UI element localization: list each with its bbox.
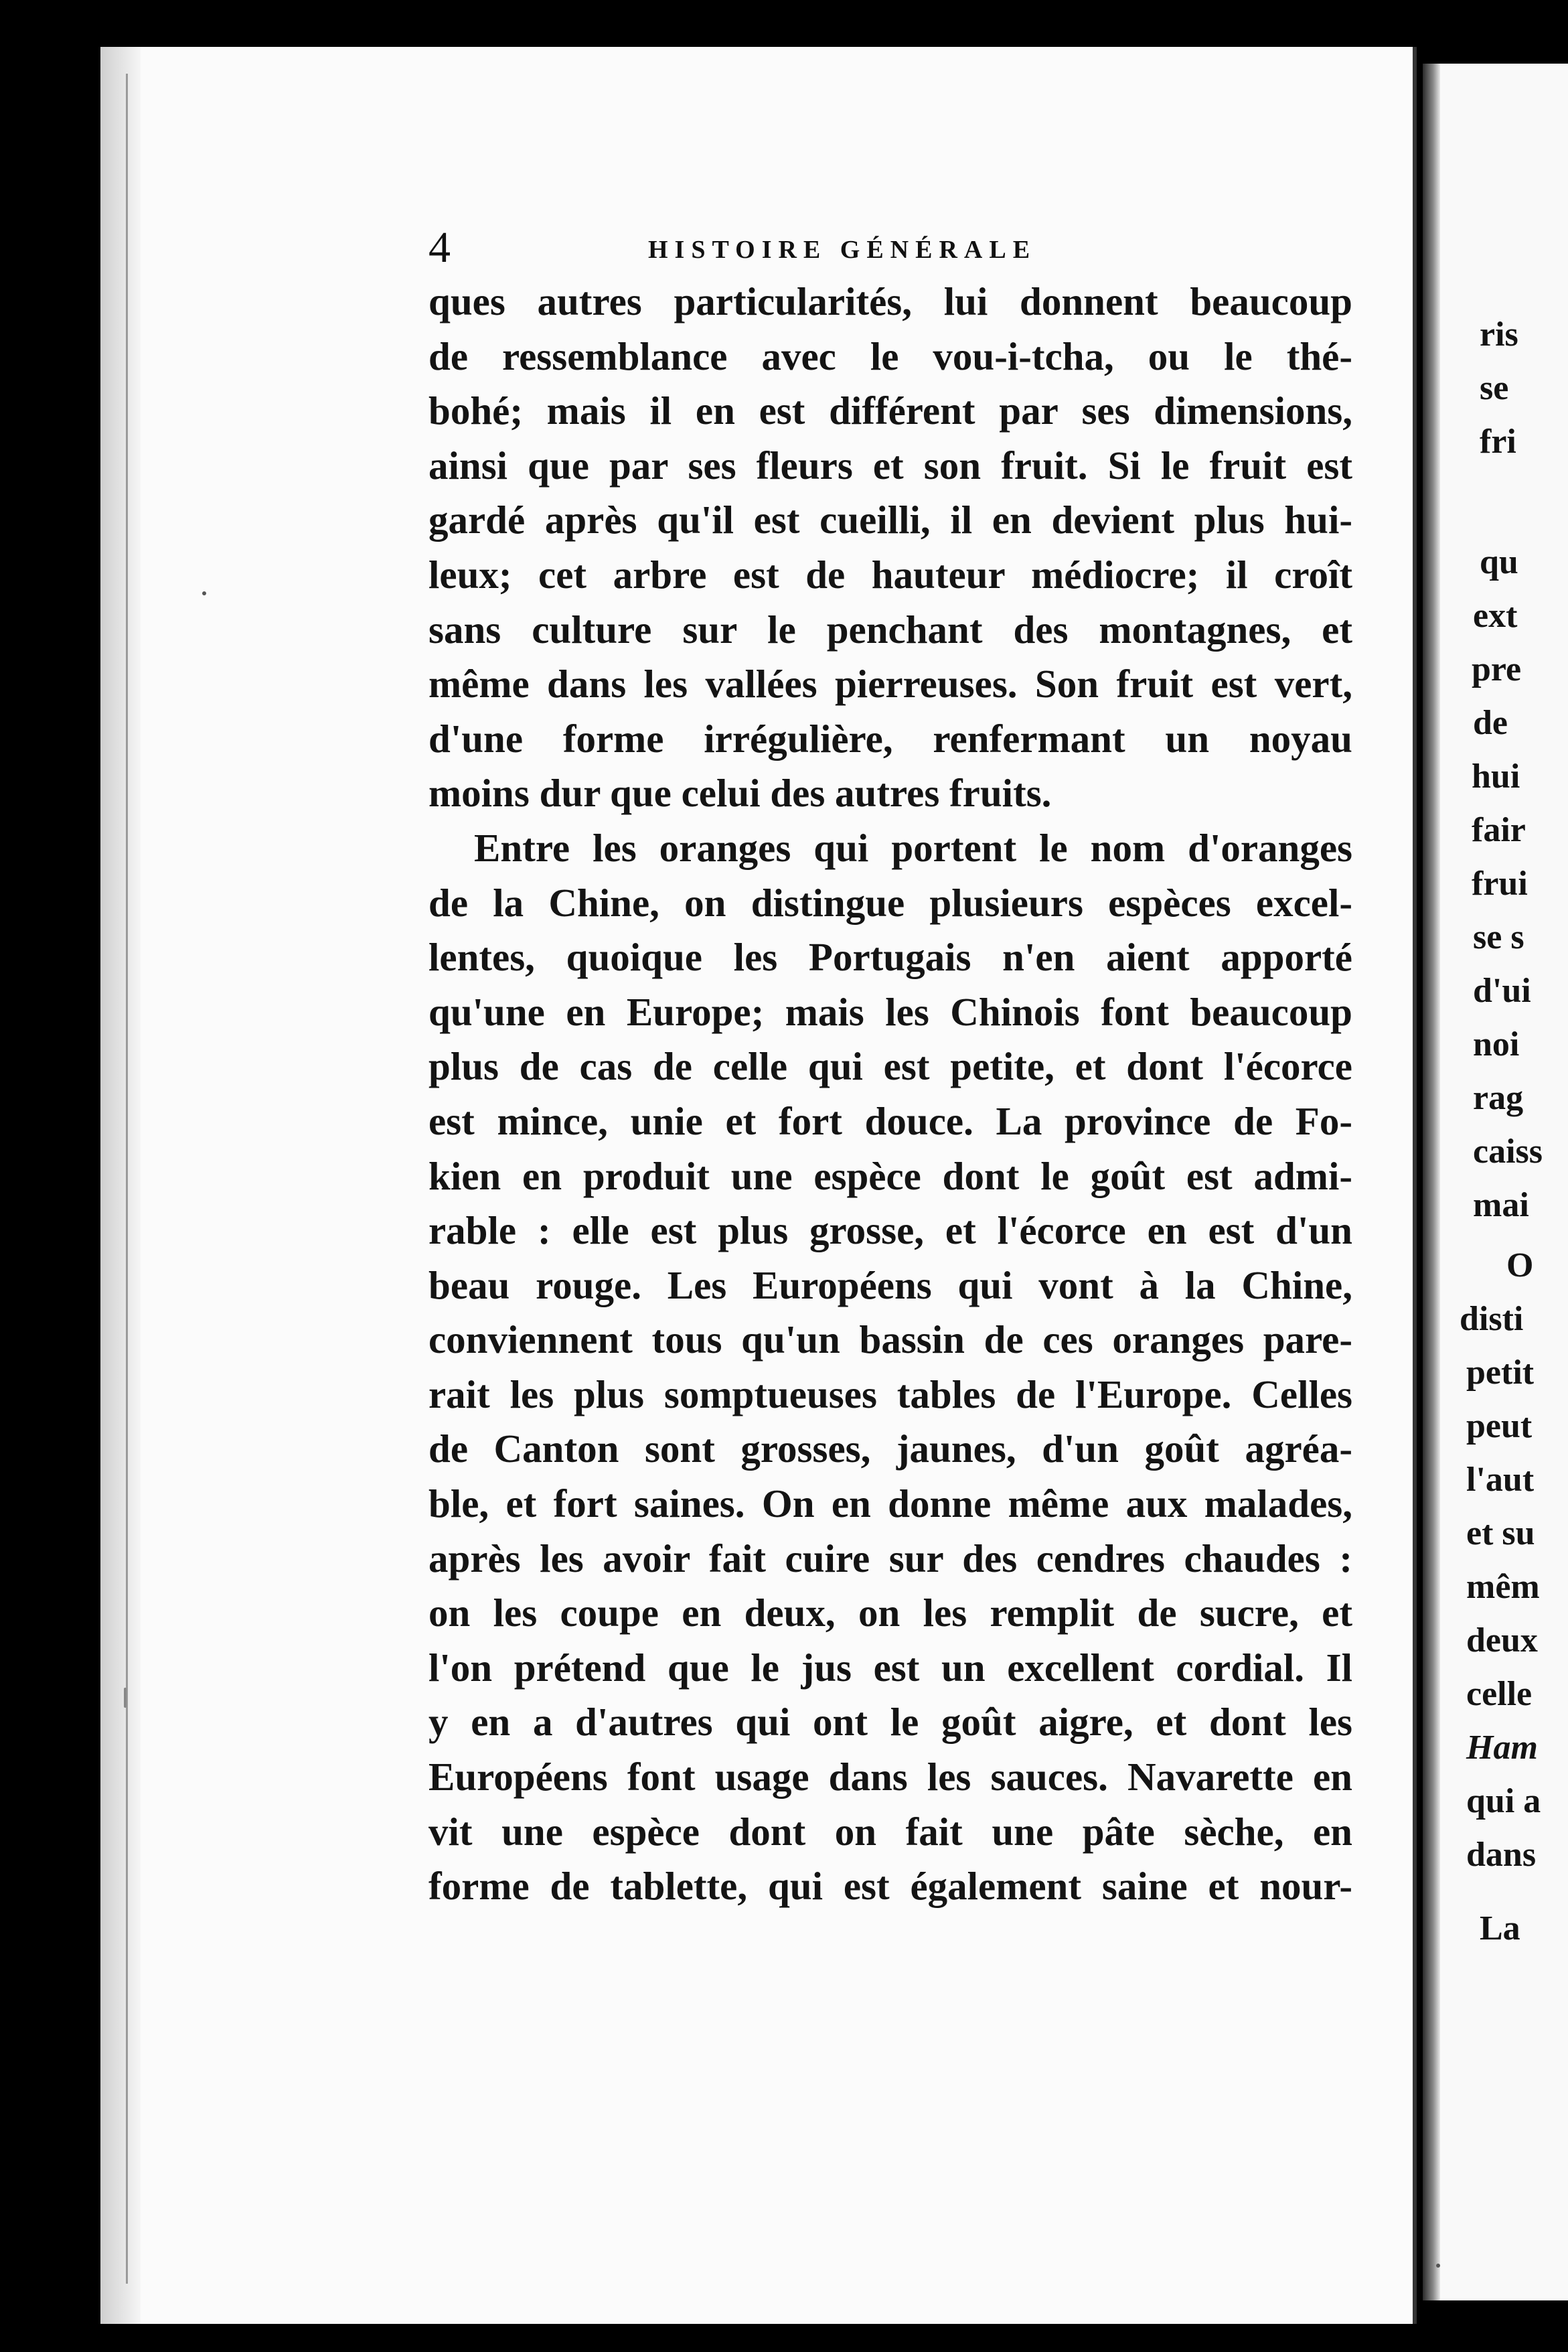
facing-text-fragment: se	[1480, 369, 1509, 407]
text-line: ble, et fort saines. On en donne même aux malades,	[428, 1481, 1352, 1526]
text-line: moins dur que celui des autres fruits.	[428, 771, 1052, 816]
facing-text-fragment: d'ui	[1473, 972, 1531, 1010]
text-line: après les avoir fait cuire sur des cendres chaudes :	[428, 1536, 1352, 1581]
facing-text-fragment: rag	[1473, 1079, 1524, 1117]
text-line: on les coupe en deux, on les remplit de sucre, et	[428, 1591, 1352, 1635]
facing-text-fragment: ext	[1473, 597, 1518, 635]
binding-shadow	[100, 47, 141, 2324]
facing-text-fragment: peut	[1466, 1407, 1533, 1445]
facing-text-fragment: qui a	[1466, 1782, 1541, 1820]
facing-text-fragment: fair	[1472, 811, 1526, 849]
text-line: Entre les oranges qui portent le nom d'oranges	[474, 825, 1352, 870]
scan-speck	[202, 591, 206, 595]
text-line: bohé; mais il en est différent par ses dimensions,	[428, 388, 1352, 433]
text-line: ques autres particularités, lui donnent beaucoup	[428, 279, 1352, 323]
facing-text-fragment: dans	[1466, 1836, 1537, 1874]
text-line: gardé après qu'il est cueilli, il en devient plus hui-	[428, 498, 1352, 542]
body-text	[428, 275, 1352, 1914]
facing-text-fragment: frui	[1472, 865, 1528, 903]
facing-text-fragment: qu	[1480, 543, 1518, 581]
facing-text-fragment: hui	[1472, 757, 1520, 796]
text-line: conviennent tous qu'un bassin de ces oranges pare-	[428, 1317, 1352, 1362]
text-line: de ressemblance avec le vou-i-tcha, ou le thé-	[428, 334, 1352, 378]
text-line: plus de cas de celle qui est petite, et dont l'écorce	[428, 1044, 1352, 1089]
text-line: qu'une en Europe; mais les Chinois font beaucoup	[428, 989, 1352, 1034]
text-line: kien en produit une espèce dont le goût est admi-	[428, 1153, 1352, 1198]
facing-text-fragment: caiss	[1473, 1132, 1543, 1171]
page-header	[328, 221, 1319, 275]
text-line: rable : elle est plus grosse, et l'écorce en est d'un	[428, 1208, 1352, 1253]
text-line: vit une espèce dont on fait une pâte sèche, en	[428, 1809, 1352, 1854]
facing-text-fragment: petit	[1466, 1353, 1535, 1392]
facing-text-fragment: se s	[1473, 918, 1524, 956]
facing-text-fragment: et su	[1466, 1514, 1535, 1552]
text-line: ainsi que par ses fleurs et son fruit. Si le fruit est	[428, 443, 1352, 488]
facing-text-fragment: de	[1473, 704, 1508, 742]
binding-edge	[126, 74, 128, 2284]
facing-text-fragment: La	[1480, 1909, 1520, 1947]
text-line: de Canton sont grosses, jaunes, d'un goût agréa-	[428, 1426, 1352, 1471]
text-line: Européens font usage dans les sauces. Navarette en	[428, 1755, 1352, 1799]
facing-text-fragment: ris	[1480, 315, 1518, 354]
running-head: HISTOIRE GÉNÉRALE	[648, 236, 1037, 264]
text-line: y en a d'autres qui ont le goût aigre, et dont les	[428, 1700, 1352, 1745]
text-line: leux; cet arbre est de hauteur médiocre; il croît	[428, 552, 1352, 597]
facing-gutter	[1423, 64, 1440, 2300]
page-number: 4	[428, 223, 451, 272]
facing-text-fragment: deux	[1466, 1621, 1538, 1660]
facing-text-fragment: mêm	[1466, 1568, 1540, 1606]
facing-text-fragment: fri	[1480, 423, 1516, 461]
text-line: sans culture sur le penchant des montagnes, et	[428, 607, 1352, 652]
facing-text-fragment: celle	[1466, 1675, 1533, 1713]
text-line: lentes, quoique les Portugais n'en aient apporté	[428, 935, 1352, 980]
facing-text-fragment: l'aut	[1466, 1461, 1535, 1499]
text-line: forme de tablette, qui est également saine et nour-	[428, 1864, 1352, 1909]
text-line: l'on prétend que le jus est un excellent cordial. Il	[428, 1645, 1352, 1690]
text-line: même dans les vallées pierreuses. Son fruit est vert,	[428, 662, 1352, 707]
text-line: d'une forme irrégulière, renfermant un noyau	[428, 716, 1352, 761]
text-line: est mince, unie et fort douce. La province de Fo-	[428, 1098, 1352, 1143]
facing-text-fragment: pre	[1472, 650, 1522, 688]
facing-text-fragment: mai	[1473, 1186, 1529, 1224]
text-line: beau rouge. Les Européens qui vont à la Chine,	[428, 1262, 1352, 1307]
facing-text-fragment: Ham	[1466, 1729, 1538, 1767]
text-line: rait les plus somptueuses tables de l'Europe. Celles	[428, 1372, 1352, 1416]
scan-mark	[124, 1688, 127, 1708]
text-line: de la Chine, on distingue plusieurs espèces excel-	[428, 880, 1352, 925]
scan-speck	[1436, 2264, 1440, 2268]
facing-text-fragment: disti	[1460, 1300, 1524, 1338]
facing-text-fragment: O	[1506, 1246, 1534, 1284]
facing-text-fragment: noi	[1473, 1025, 1520, 1063]
